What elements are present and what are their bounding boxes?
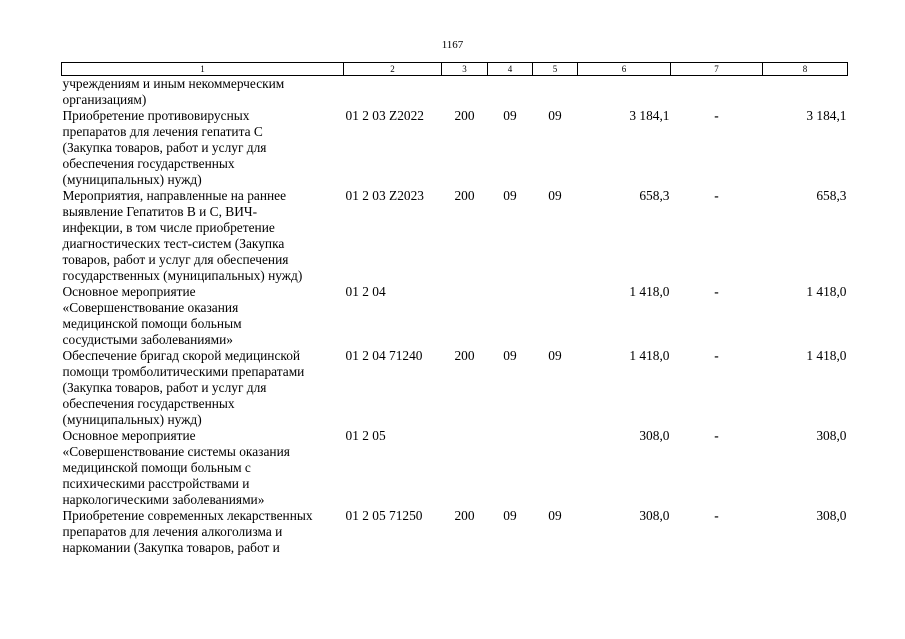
table-body xyxy=(62,76,848,557)
cell-name xyxy=(62,76,344,109)
cell-name-line: психическими расстройствами и xyxy=(62,476,250,491)
cell-amount: 3 184,1 xyxy=(629,108,670,123)
cell-amount: 308,0 xyxy=(639,428,670,443)
cell-amount: 1 418,0 xyxy=(629,284,670,299)
cell-name-line: организациям) xyxy=(62,92,147,107)
cell-section: 09 xyxy=(503,348,517,363)
cell-section xyxy=(488,76,533,109)
cell-section: 09 xyxy=(503,508,517,523)
cell-name-line: (муниципальных) нужд) xyxy=(62,412,202,427)
cell-subsection xyxy=(533,284,578,348)
cell-subsection: 09 xyxy=(548,188,562,203)
cell-name xyxy=(62,108,344,188)
cell-section xyxy=(488,428,533,508)
cell-amount-total: 308,0 xyxy=(816,508,847,523)
table-row xyxy=(62,284,848,348)
table-row xyxy=(62,188,848,284)
cell-name-line: сосудистыми заболеваниями» xyxy=(62,332,233,347)
cell-expense-type xyxy=(442,284,488,348)
cell-subsection xyxy=(533,428,578,508)
cell-name-line: Приобретение противовирусных xyxy=(62,108,250,123)
cell-name xyxy=(62,284,344,348)
cell-name-line: учреждениям и иным некоммерческим xyxy=(62,76,285,91)
cell-name-line: Основное мероприятие xyxy=(62,284,196,299)
cell-subsection: 09 xyxy=(548,348,562,363)
cell-section: 09 xyxy=(503,188,517,203)
cell-name xyxy=(62,348,344,428)
budget-table xyxy=(61,62,848,556)
cell-name-line: Основное мероприятие xyxy=(62,428,196,443)
cell-section xyxy=(488,284,533,348)
cell-code: 01 2 05 xyxy=(345,428,386,443)
cell-amount-change: - xyxy=(714,284,719,299)
cell-expense-type xyxy=(442,76,488,109)
column-header-3: 3 xyxy=(442,63,488,76)
cell-name-line: «Совершенствование оказания xyxy=(62,300,239,315)
cell-name-line: (муниципальных) нужд) xyxy=(62,172,202,187)
cell-code xyxy=(344,76,442,109)
cell-code: 01 2 04 71240 xyxy=(345,348,423,363)
cell-amount-total: 3 184,1 xyxy=(806,108,847,123)
table-header xyxy=(62,63,848,76)
cell-name-line: товаров, работ и услуг для обеспечения xyxy=(62,252,289,267)
cell-name-line: Приобретение современных лекарственных xyxy=(62,508,313,523)
cell-name-line: государственных (муниципальных) нужд) xyxy=(62,268,303,283)
cell-name xyxy=(62,508,344,556)
cell-subsection xyxy=(533,76,578,109)
page-number: 1167 xyxy=(441,39,464,51)
cell-amount: 1 418,0 xyxy=(629,348,670,363)
cell-name-line: обеспечения государственных xyxy=(62,396,235,411)
cell-name-line: (Закупка товаров, работ и услуг для xyxy=(62,140,267,155)
column-header-2: 2 xyxy=(344,63,442,76)
cell-name-line: диагностических тест-систем (Закупка xyxy=(62,236,285,251)
cell-amount: 308,0 xyxy=(639,508,670,523)
cell-code: 01 2 03 Z2023 xyxy=(345,188,424,203)
cell-expense-type xyxy=(442,428,488,508)
cell-amount-change: - xyxy=(714,108,719,123)
cell-expense-type: 200 xyxy=(454,188,475,203)
column-header-8: 8 xyxy=(763,63,848,76)
cell-amount-total: 1 418,0 xyxy=(806,284,847,299)
table-row xyxy=(62,348,848,428)
table-row xyxy=(62,508,848,556)
column-header-5: 5 xyxy=(533,63,578,76)
cell-name-line: Обеспечение бригад скорой медицинской xyxy=(62,348,301,363)
cell-amount-total: 658,3 xyxy=(816,188,847,203)
cell-expense-type: 200 xyxy=(454,508,475,523)
cell-name xyxy=(62,188,344,284)
cell-name-line: наркомании (Закупка товаров, работ и xyxy=(62,540,280,555)
cell-amount xyxy=(578,76,671,109)
table-row xyxy=(62,108,848,188)
cell-amount-change xyxy=(671,76,763,109)
cell-code: 01 2 04 xyxy=(345,284,386,299)
cell-amount-change: - xyxy=(714,508,719,523)
cell-subsection: 09 xyxy=(548,508,562,523)
cell-amount-total: 1 418,0 xyxy=(806,348,847,363)
cell-expense-type: 200 xyxy=(454,108,475,123)
cell-name-line: наркологическими заболеваниями» xyxy=(62,492,265,507)
cell-code: 01 2 05 71250 xyxy=(345,508,423,523)
cell-amount-change: - xyxy=(714,348,719,363)
cell-name-line: выявление Гепатитов В и С, ВИЧ- xyxy=(62,204,258,219)
table-row xyxy=(62,428,848,508)
cell-section: 09 xyxy=(503,108,517,123)
column-header-7: 7 xyxy=(671,63,763,76)
column-header-6: 6 xyxy=(578,63,671,76)
cell-amount-total xyxy=(763,76,848,109)
cell-name-line: обеспечения государственных xyxy=(62,156,235,171)
column-header-1: 1 xyxy=(62,63,344,76)
cell-amount-change: - xyxy=(714,188,719,203)
cell-name-line: (Закупка товаров, работ и услуг для xyxy=(62,380,267,395)
cell-name xyxy=(62,428,344,508)
cell-amount-total: 308,0 xyxy=(816,428,847,443)
cell-subsection: 09 xyxy=(548,108,562,123)
column-number-row xyxy=(62,63,848,76)
cell-name-line: помощи тромболитическими препаратами xyxy=(62,364,305,379)
cell-name-line: препаратов для лечения гепатита С xyxy=(62,124,263,139)
cell-expense-type: 200 xyxy=(454,348,475,363)
column-header-4: 4 xyxy=(488,63,533,76)
cell-name-line: инфекции, в том числе приобретение xyxy=(62,220,275,235)
cell-name-line: препаратов для лечения алкоголизма и xyxy=(62,524,283,539)
table-row xyxy=(62,76,848,109)
cell-code: 01 2 03 Z2022 xyxy=(345,108,424,123)
cell-name-line: Мероприятия, направленные на раннее xyxy=(62,188,287,203)
cell-name-line: медицинской помощи больным с xyxy=(62,460,251,475)
cell-name-line: медицинской помощи больным xyxy=(62,316,242,331)
cell-amount-change: - xyxy=(714,428,719,443)
cell-name-line: «Совершенствование системы оказания xyxy=(62,444,290,459)
cell-amount: 658,3 xyxy=(639,188,670,203)
